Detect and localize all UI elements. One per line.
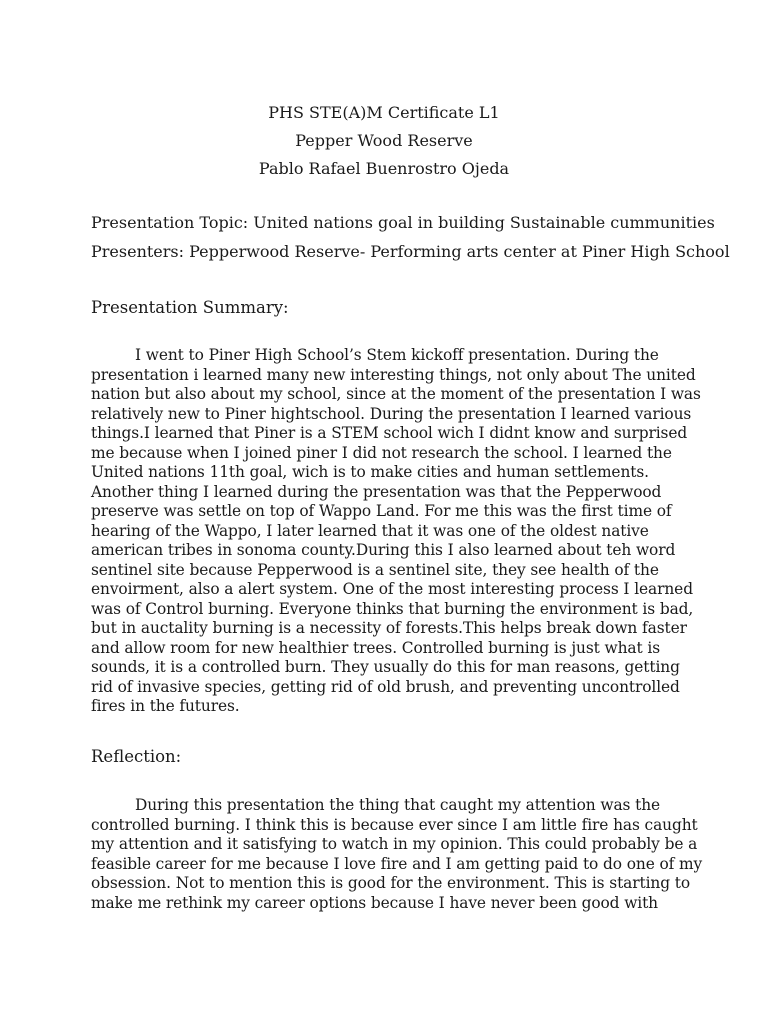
reflection-heading: Reflection: <box>91 747 182 766</box>
paragraph-line: envoirment, also a alert system. One of the most interesting process I learned <box>91 580 693 598</box>
summary-paragraph <box>91 346 701 717</box>
paragraph-line: fires in the futures. <box>91 697 240 715</box>
paragraph-line: feasible career for me because I love fire and I am getting paid to do one of my <box>91 854 703 873</box>
reflection-paragraph <box>91 796 703 913</box>
paragraph-line: obsession. Not to mention this is good for the environment. This is starting to <box>91 874 691 892</box>
certificate-title: PHS STE(A)M Certificate L1 <box>268 103 500 122</box>
paragraph-line: things.I learned that Piner is a STEM school wich I didnt know and surprised <box>91 424 688 442</box>
summary-heading: Presentation Summary: <box>91 298 289 317</box>
presentation-meta <box>91 208 730 266</box>
paragraph-line: Another thing I learned during the presentation was that the Pepperwood <box>91 482 662 501</box>
paragraph-line: hearing of the Wappo, I later learned that it was one of the oldest native <box>91 521 649 540</box>
paragraph-line: United nations 11th goal, wich is to make cities and human settlements. <box>91 463 649 481</box>
paragraph-line: american tribes in sonoma county.During this I also learned about teh word <box>91 541 676 559</box>
paragraph-line: but in auctality burning is a necessity of forests.This helps break down faster <box>91 619 687 637</box>
paragraph-line: rid of invasive species, getting rid of old brush, and preventing uncontrolled <box>91 677 680 696</box>
paragraph-line: sounds, it is a controlled burn. They usually do this for man reasons, getting <box>91 658 680 676</box>
paragraph-line: presentation i learned many new interesting things, not only about The united <box>91 365 696 384</box>
paragraph-line: relatively new to Piner hightschool. During the presentation I learned various <box>91 404 692 423</box>
paragraph-line: sentinel site because Pepperwood is a sentinel site, they see health of the <box>91 560 659 579</box>
paragraph-line: I went to Piner High School’s Stem kickoff presentation. During the <box>135 346 659 364</box>
presentation-topic: Presentation Topic: United nations goal in building Sustainable cummunities <box>91 213 715 232</box>
location-title: Pepper Wood Reserve <box>295 131 473 150</box>
paragraph-line: was of Control burning. Everyone thinks that burning the environment is bad, <box>91 599 694 618</box>
presenters: Presenters: Pepperwood Reserve- Performing arts center at Piner High School <box>91 242 730 261</box>
paragraph-line: me because when I joined piner I did not research the school. I learned the <box>91 443 672 462</box>
paragraph-line: make me rethink my career options because I have never been good with <box>91 893 658 912</box>
paragraph-line: preserve was settle on top of Wappo Land. For me this was the first time of <box>91 502 672 520</box>
paragraph-line: my attention and it satisfying to watch in my opinion. This could probably be a <box>91 835 698 853</box>
paragraph-line: nation but also about my school, since at the moment of the presentation I was <box>91 385 701 403</box>
paragraph-line: During this presentation the thing that caught my attention was the <box>135 796 661 814</box>
document-header <box>0 99 768 183</box>
paragraph-line: controlled burning. I think this is because ever since I am little fire has caught <box>91 815 698 834</box>
paragraph-line: and allow room for new healthier trees. Controlled burning is just what is <box>91 638 660 657</box>
author-name: Pablo Rafael Buenrostro Ojeda <box>258 159 510 178</box>
